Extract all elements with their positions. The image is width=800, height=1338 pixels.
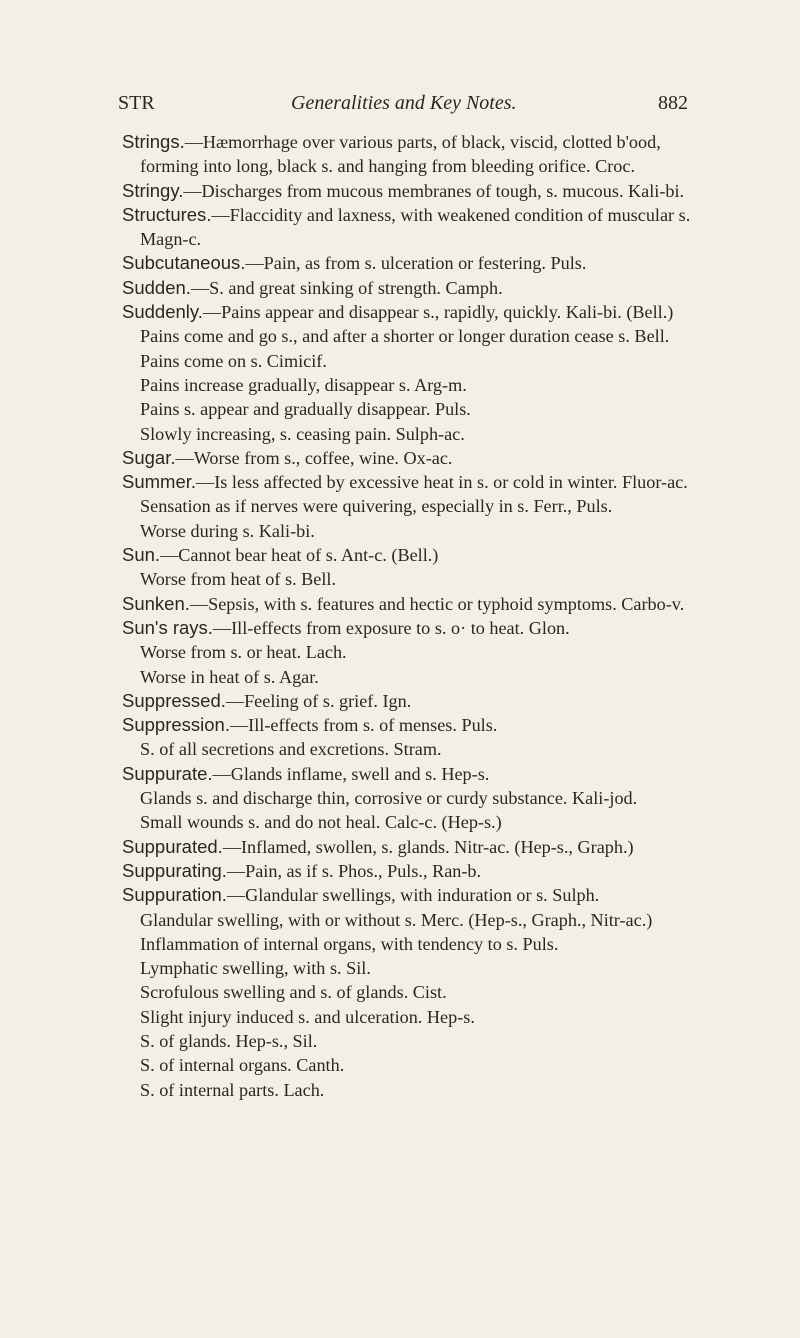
em-dash: — (196, 472, 215, 493)
entry-keyword: Sun's rays. (122, 616, 213, 638)
entry-text: Pains increase gradually, disappear s. Arg-m. (140, 374, 467, 395)
em-dash: — (202, 302, 222, 323)
em-dash: — (211, 204, 230, 225)
entry-subline (122, 397, 712, 421)
entry-text: Worse from s., coffee, wine. Ox-ac. (193, 447, 453, 468)
entry-subline (122, 1053, 712, 1077)
entry-text: Pains come on s. Cimicif. (140, 350, 327, 371)
entry-subline (122, 519, 712, 543)
em-dash: — (226, 885, 246, 906)
entry-subline (122, 349, 712, 373)
em-dash: — (160, 545, 179, 566)
entry-heading-line (122, 179, 712, 203)
entry-keyword: Suppressed. (122, 689, 226, 711)
entry-subline (122, 422, 712, 446)
em-dash: — (190, 277, 210, 298)
entry-subline (122, 737, 712, 761)
entry-text: Glandular swellings, with induration or s. Sulph. (245, 885, 600, 906)
em-dash: — (222, 836, 241, 857)
entry-text: Glands inflame, swell and s. Hep-s. (230, 763, 490, 784)
entry-text: S. of internal organs. Canth. (140, 1055, 345, 1076)
entry-subline (122, 494, 712, 518)
em-dash: — (226, 860, 246, 881)
entry-keyword: Structures. (122, 203, 212, 225)
entry-subline (122, 810, 712, 834)
entry-text: Lymphatic swelling, with s. Sil. (140, 958, 371, 979)
entry-text: Is less affected by excessive heat in s. or cold in winter. Fluor-ac. (214, 472, 688, 493)
entry-keyword: Suddenly. (122, 301, 203, 323)
em-dash: — (183, 180, 202, 201)
entry-text: Glands s. and discharge thin, corrosive or curdy substance. Kali-jod. (140, 788, 638, 809)
entry-heading-line (122, 883, 712, 907)
entry-heading-line (122, 616, 712, 640)
entry-list (122, 130, 712, 1102)
entry-keyword: Subcutaneous. (122, 252, 246, 274)
entry-keyword: Suppuration. (122, 884, 227, 906)
entry-text: Discharges from mucous membranes of tough, s. mucous. Kali-bi. (201, 180, 685, 201)
entry-subline (122, 665, 712, 689)
entry-text: Ill-effects from s. of menses. Puls. (248, 715, 498, 736)
entry-text: Flaccidity and laxness, with weakened condition of muscular s. Magn-c. (140, 204, 691, 250)
entry-subline (122, 640, 712, 664)
entry-heading-line (122, 276, 712, 300)
entry-heading-line (122, 859, 712, 883)
entry-heading-line (122, 130, 712, 179)
entry-text: Hæmorrhage over various parts, of black, viscid, clotted b'ood, forming into long, black s. and hanging from bleeding orifice. Croc. (140, 132, 661, 177)
entry-keyword: Suppression. (122, 714, 230, 736)
entry-subline (122, 908, 712, 932)
entry-subline (122, 1029, 712, 1053)
entry-heading-line (122, 470, 712, 494)
entry-text: Cannot bear heat of s. Ant-c. (Bell.) (178, 545, 439, 566)
entry-text: Sensation as if nerves were quivering, especially in s. Ferr., Puls. (140, 496, 613, 517)
header-section-letters: STR (118, 92, 155, 114)
em-dash: — (225, 690, 245, 711)
entry-heading-line (122, 835, 712, 859)
entry-text: Worse from heat of s. Bell. (140, 569, 337, 590)
entry-heading-line (122, 543, 712, 567)
em-dash: — (175, 447, 194, 468)
em-dash: — (212, 763, 231, 784)
entry-text: Feeling of s. grief. Ign. (244, 690, 412, 711)
entry-text: Scrofulous swelling and s. of glands. Cist. (140, 982, 447, 1003)
running-header (118, 92, 688, 122)
em-dash: — (189, 593, 209, 614)
entry-keyword: Strings. (122, 131, 185, 152)
entry-text: Sepsis, with s. features and hectic or typhoid symptoms. Carbo-v. (208, 593, 685, 614)
entry-subline (122, 956, 712, 980)
entry-subline (122, 567, 712, 591)
entry-keyword: Suppurating. (122, 859, 227, 881)
entry-subline (122, 932, 712, 956)
entry-heading-line (122, 713, 712, 737)
entry-text: Inflammation of internal organs, with tendency to s. Puls. (140, 933, 559, 954)
em-dash: — (212, 617, 232, 638)
entry-text: Pains s. appear and gradually disappear. Puls. (140, 399, 471, 420)
entry-text: Pains come and go s., and after a shorter or longer duration cease s. Bell. (140, 326, 670, 347)
entry-heading-line (122, 689, 712, 713)
entry-text: Slowly increasing, s. ceasing pain. Sulph-ac. (140, 423, 465, 444)
em-dash: — (245, 253, 264, 274)
entry-heading-line (122, 203, 712, 252)
entry-keyword: Suppurate. (122, 762, 213, 784)
entry-text: Pain, as from s. ulceration or festering. Puls. (263, 253, 587, 274)
entry-text: S. and great sinking of strength. Camph. (209, 277, 503, 298)
header-title: Generalities and Key Notes. (291, 92, 517, 114)
entry-subline (122, 373, 712, 397)
entry-text: Inflamed, swollen, s. glands. Nitr-ac. (Hep-s., Graph.) (241, 836, 634, 857)
entry-text: Worse from s. or heat. Lach. (140, 642, 347, 663)
entry-heading-line (122, 762, 712, 786)
entry-keyword: Sudden. (122, 276, 191, 298)
entry-heading-line (122, 251, 712, 275)
entry-text: Slight injury induced s. and ulceration. Hep-s. (140, 1006, 475, 1027)
entry-text: Worse during s. Kali-bi. (140, 520, 315, 541)
entry-keyword: Sunken. (122, 592, 190, 614)
em-dash: — (229, 715, 249, 736)
em-dash: — (184, 132, 203, 152)
entry-text: Ill-effects from exposure to s. o· to heat. Glon. (231, 617, 570, 638)
entry-subline (122, 1005, 712, 1029)
entry-text: S. of glands. Hep-s., Sil. (140, 1030, 318, 1051)
entry-heading-line (122, 446, 712, 470)
entry-keyword: Sun. (122, 544, 161, 566)
entry-text: Pain, as if s. Phos., Puls., Ran-b. (245, 860, 482, 881)
entry-keyword: Stringy. (122, 179, 184, 201)
entry-keyword: Suppurated. (122, 835, 223, 857)
entry-heading-line (122, 300, 712, 324)
entry-subline (122, 980, 712, 1004)
entry-text: Pains appear and disappear s., rapidly, quickly. Kali-bi. (Bell.) (221, 302, 674, 323)
entry-text: S. of all secretions and excretions. Stram. (140, 739, 442, 760)
entry-subline (122, 1078, 712, 1102)
entry-subline (122, 786, 712, 810)
entry-subline (122, 324, 712, 348)
page-number: 882 (658, 92, 688, 114)
entry-keyword: Summer. (122, 471, 197, 493)
entry-text: S. of internal parts. Lach. (140, 1079, 325, 1100)
entry-heading-line (122, 592, 712, 616)
entry-keyword: Sugar. (122, 446, 176, 468)
entry-text: Glandular swelling, with or without s. Merc. (Hep-s., Graph., Nitr-ac.) (140, 909, 653, 930)
entry-text: Small wounds s. and do not heal. Calc-c. (Hep-s.) (140, 812, 502, 833)
entry-text: Worse in heat of s. Agar. (140, 666, 319, 687)
